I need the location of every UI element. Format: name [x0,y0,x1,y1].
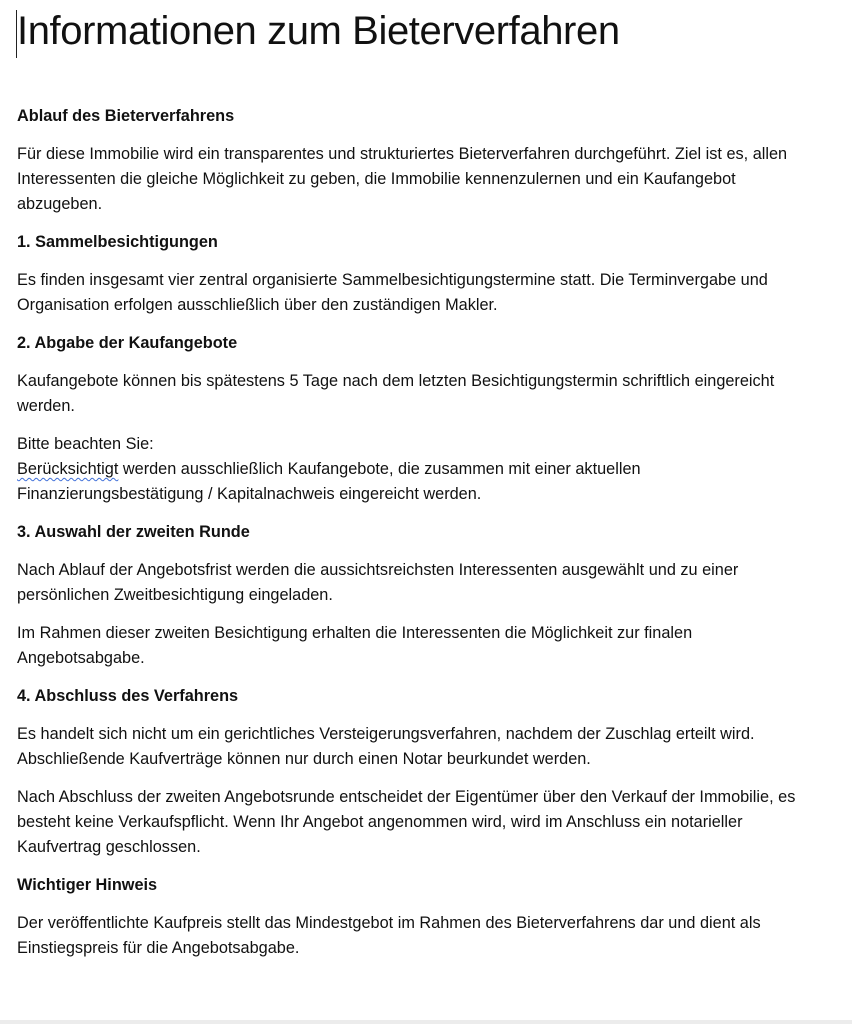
heading-wichtiger-hinweis[interactable]: Wichtiger Hinweis [17,876,158,894]
paragraph-abschluss-1[interactable]: Es handelt sich nicht um ein gerichtliches Versteigerungsverfahren, nachdem der Zuschlag erteilt wird. Abschließende Kaufverträge können nur durch einen Notar beurkundet werden. [17,725,755,768]
paragraph-wichtiger-hinweis[interactable]: Der veröffentlichte Kaufpreis stellt das Mindestgebot im Rahmen des Bieterverfahrens dar und dient als Einstiegspreis für die Angebotsabgabe. [17,914,761,957]
paragraph-zweite-runde-2[interactable]: Im Rahmen dieser zweiten Besichtigung erhalten die Interessenten die Möglichkeit zur finalen Angebotsabgabe. [17,624,693,667]
heading-abschluss[interactable]: 4. Abschluss des Verfahrens [17,687,239,705]
paragraph-zweite-runde-1[interactable]: Nach Ablauf der Angebotsfrist werden die aussichtsreichsten Interessenten ausgewählt und zu einer persönlichen Zweitbesichtigung eingeladen. [17,561,739,604]
note-text: werden ausschließlich Kaufangebote, die zusammen mit einer aktuellen Finanzierungsbestätigung / Kapitalnachweis eingereicht werden. [17,460,641,503]
document-body[interactable] [17,104,817,974]
heading-sammelbesichtigungen[interactable]: 1. Sammelbesichtigungen [17,233,218,251]
heading-zweite-runde[interactable]: 3. Auswahl der zweiten Runde [17,523,250,541]
document-title[interactable]: Informationen zum Bieterverfahren [17,9,620,53]
note-label: Bitte beachten Sie: [17,435,154,453]
paragraph-bitte-beachten[interactable] [17,432,817,507]
spellcheck-flagged-word[interactable]: Berücksichtigt [17,460,119,478]
paragraph-abschluss-2[interactable]: Nach Abschluss der zweiten Angebotsrunde entscheidet der Eigentümer über den Verkauf der Immobilie, es besteht keine Verkaufspflicht. Wenn Ihr Angebot angenommen wird, wird im Anschluss ein notarieller Kaufvertrag geschlossen. [17,788,796,856]
paragraph-sammelbesichtigungen[interactable]: Es finden insgesamt vier zentral organisierte Sammelbesichtigungstermine statt. Die Terminvergabe und Organisation erfolgen ausschließlich über den zuständigen Makler. [17,271,768,314]
paragraph-intro[interactable]: Für diese Immobilie wird ein transparentes und strukturiertes Bieterverfahren durchgeführt. Ziel ist es, allen Interessenten die gleiche Möglichkeit zu geben, die Immobilie kennenzulernen und ein Kaufangebot abzugeben. [17,145,788,213]
paragraph-kaufangebote[interactable]: Kaufangebote können bis spätestens 5 Tage nach dem letzten Besichtigungstermin schriftlich eingereicht werden. [17,372,775,415]
heading-ablauf[interactable]: Ablauf des Bieterverfahrens [17,107,235,125]
heading-kaufangebote[interactable]: 2. Abgabe der Kaufangebote [17,334,238,352]
window-bottom-edge [0,1020,852,1024]
